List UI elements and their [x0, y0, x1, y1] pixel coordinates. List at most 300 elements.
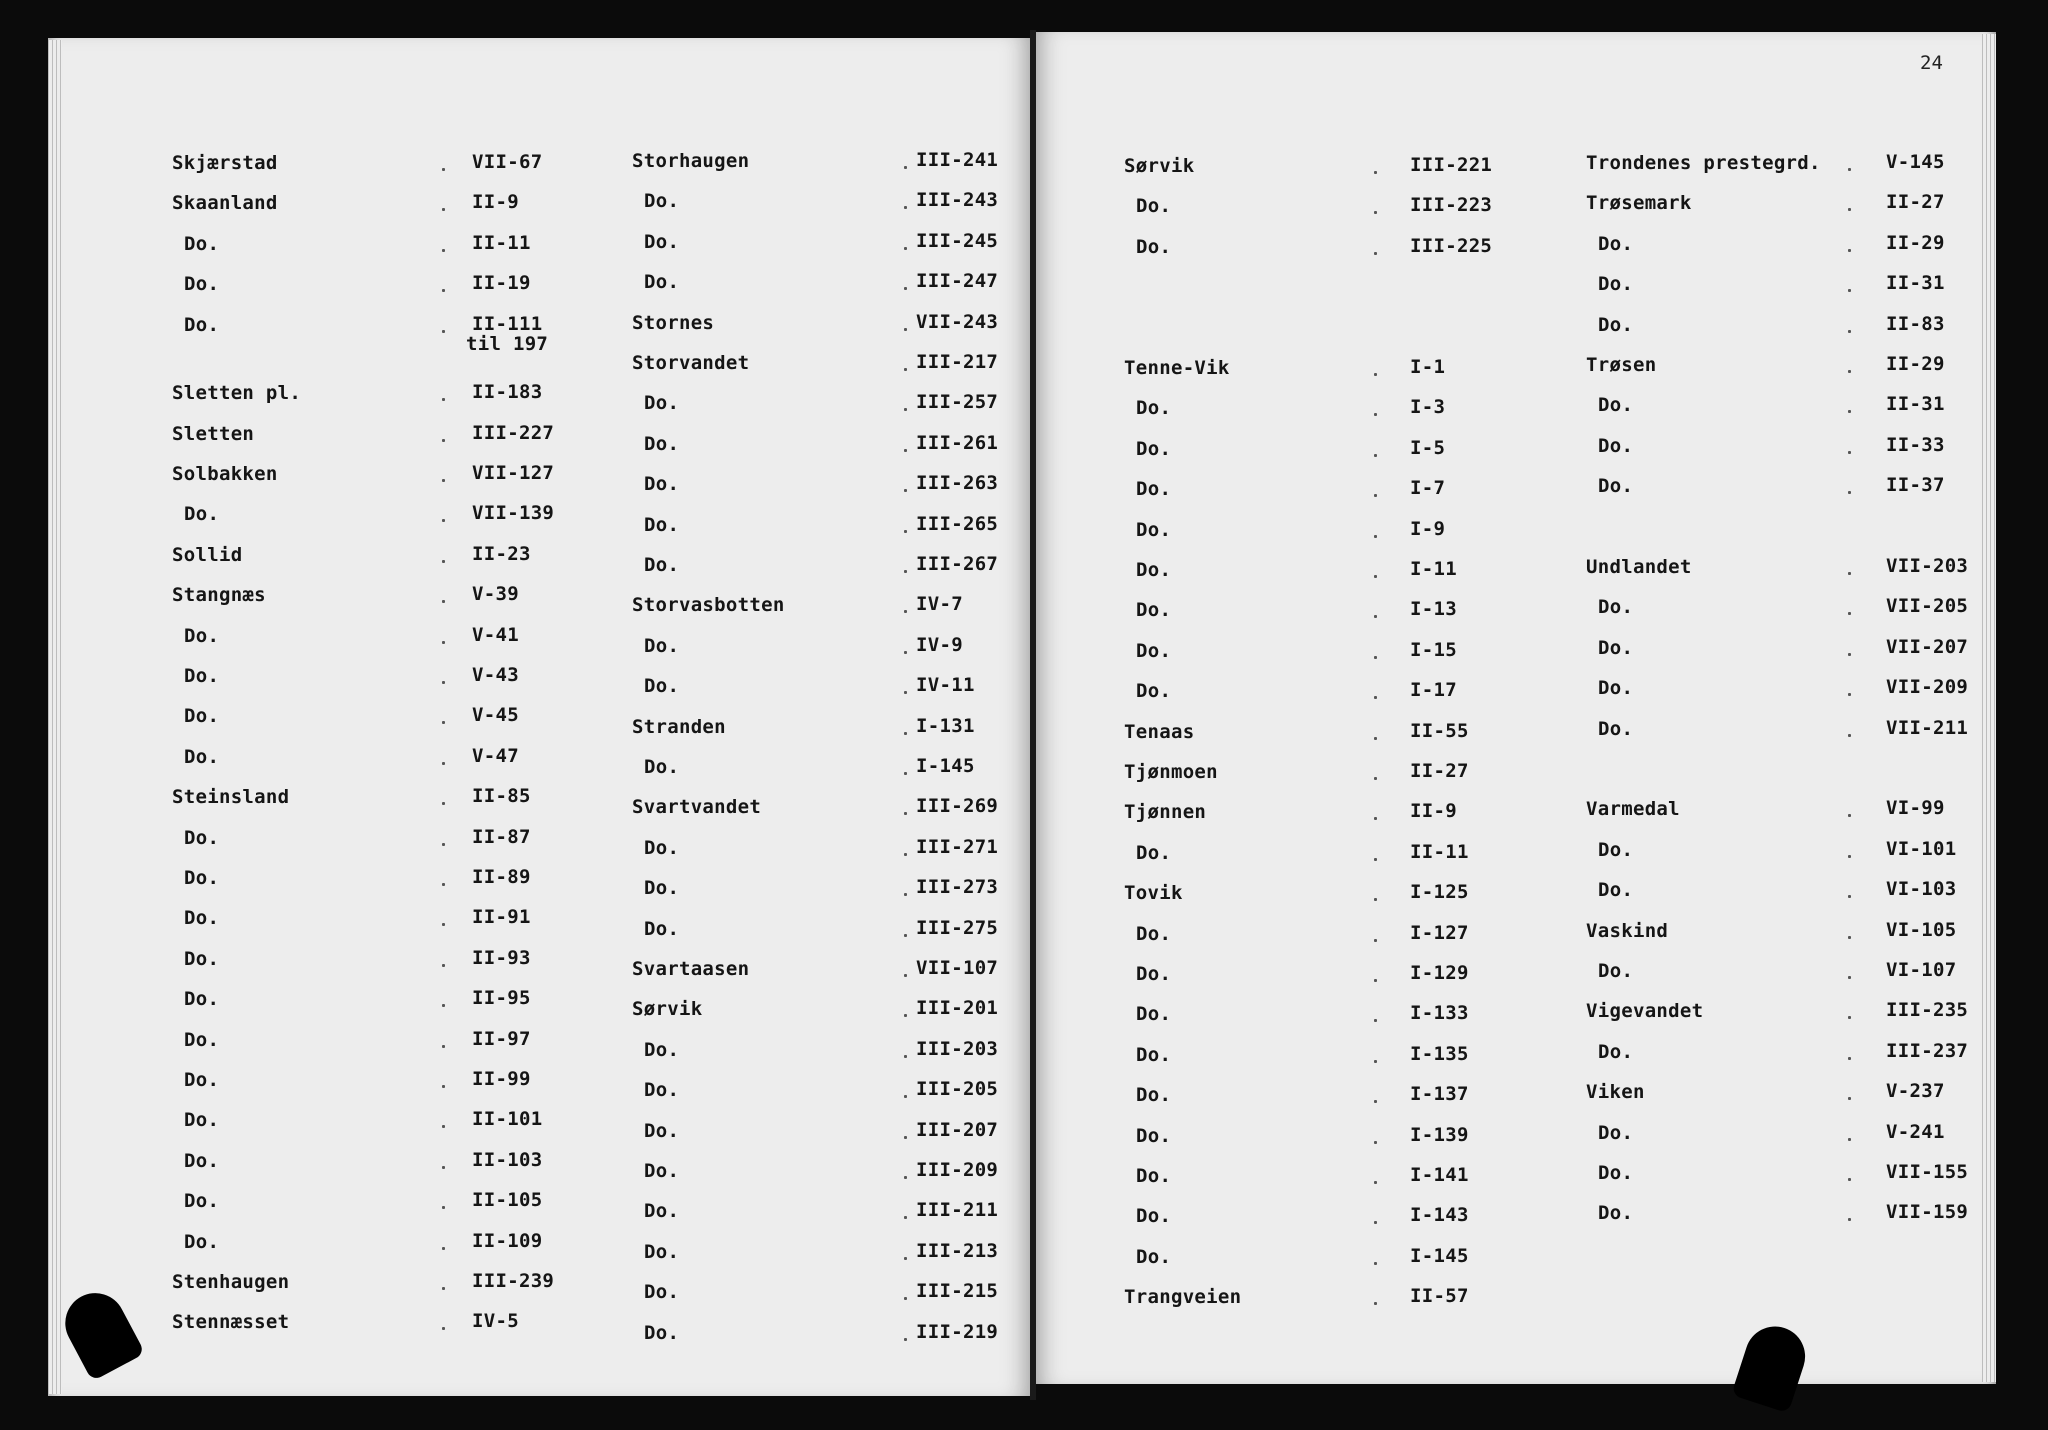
- reference-code: I-139: [1410, 1123, 1469, 1146]
- reference-code: III-269: [916, 795, 999, 818]
- entry-place-name: Do.: [644, 1321, 680, 1344]
- entry-place-name: Do.: [1598, 1040, 1634, 1063]
- reference-code: II-27: [1886, 191, 1945, 214]
- leader-dot: [904, 893, 907, 896]
- reference-code: VI-101: [1886, 837, 1957, 860]
- reference-code: I-5: [1410, 436, 1446, 459]
- entry-place-name: Tenaas: [1124, 720, 1195, 743]
- leader-dot: [442, 479, 445, 482]
- reference-code: I-1: [1410, 356, 1446, 378]
- leader-dot: [442, 1247, 445, 1250]
- reference-code: III-257: [916, 391, 999, 414]
- entry-reference: [916, 190, 998, 210]
- entry-place-name: Do.: [184, 988, 220, 1011]
- entry-place-name: Do.: [1136, 680, 1172, 703]
- leader-dot: [442, 1045, 445, 1048]
- reference-code: VII-67: [472, 151, 543, 173]
- entry-reference: [1410, 599, 1457, 619]
- leader-dot: [442, 330, 445, 333]
- entry-reference: [466, 312, 549, 355]
- entry-place-name: Do.: [1598, 717, 1634, 740]
- reference-code: III-205: [916, 1078, 999, 1101]
- entry-place-name: Do.: [184, 503, 220, 526]
- leader-dot: [1374, 1100, 1377, 1103]
- reference-code: III-275: [916, 916, 999, 939]
- reference-code: I-143: [1410, 1204, 1469, 1227]
- entry-reference: [1886, 394, 1945, 414]
- leader-dot: [1374, 373, 1377, 376]
- leader-dot: [904, 1095, 907, 1098]
- reference-code: II-9: [472, 191, 519, 214]
- reference-code: I-3: [1410, 396, 1446, 419]
- reference-code: I-7: [1410, 477, 1446, 500]
- leader-dot: [904, 1257, 907, 1260]
- entry-place-name: Skjærstad: [172, 152, 278, 174]
- reference-code: II-19: [472, 272, 531, 295]
- entry-reference: [1886, 960, 1956, 980]
- reference-code: III-235: [1886, 999, 1969, 1022]
- leader-dot: [442, 1206, 445, 1209]
- reference-code: II-31: [1886, 393, 1945, 416]
- leader-dot: [442, 249, 445, 252]
- entry-reference: [916, 514, 998, 534]
- entry-reference: [472, 1029, 531, 1049]
- left-page-edge: [48, 40, 62, 1394]
- leader-dot: [904, 691, 907, 694]
- reference-code: V-145: [1886, 151, 1945, 173]
- entry-place-name: Storvandet: [632, 352, 750, 374]
- leader-dot: [904, 974, 907, 977]
- right-page-edge: [1982, 34, 1996, 1382]
- reference-code: II-89: [472, 866, 531, 889]
- leader-dot: [904, 287, 907, 290]
- entry-reference: [1410, 1044, 1469, 1064]
- reference-code: III-219: [916, 1320, 999, 1343]
- entry-place-name: Svartvandet: [632, 796, 762, 819]
- leader-dot: [1374, 454, 1377, 457]
- reference-code: II-91: [472, 906, 531, 929]
- leader-dot: [442, 883, 445, 886]
- entry-place-name: Solbakken: [172, 463, 278, 486]
- entry-reference: [916, 837, 998, 857]
- reference-code: III-201: [916, 997, 999, 1020]
- entry-reference: [916, 1079, 998, 1099]
- reference-code: III-261: [916, 431, 999, 454]
- leader-dot: [442, 1004, 445, 1007]
- reference-code: I-15: [1410, 638, 1457, 661]
- entry-reference: [1886, 314, 1945, 334]
- leader-dot: [904, 328, 907, 331]
- reference-code: III-267: [916, 553, 999, 575]
- leader-dot: [904, 570, 907, 573]
- leader-dot: [1374, 252, 1377, 255]
- entry-place-name: Do.: [1136, 1124, 1172, 1147]
- entry-reference: [916, 352, 998, 372]
- entry-place-name: Vaskind: [1586, 919, 1669, 942]
- entry-reference: [1410, 801, 1457, 821]
- reference-code: III-271: [916, 835, 999, 858]
- entry-reference: [1886, 1122, 1945, 1142]
- leader-dot: [904, 1055, 907, 1058]
- leader-dot: [1374, 858, 1377, 861]
- entry-place-name: Svartaasen: [632, 958, 750, 980]
- reference-code: III-239: [472, 1270, 555, 1293]
- entry-place-name: Steinsland: [172, 786, 290, 809]
- reference-code: III-215: [916, 1280, 999, 1303]
- entry-place-name: Do.: [1136, 1205, 1172, 1228]
- reference-code: V-241: [1886, 1120, 1945, 1143]
- entry-reference: [472, 786, 531, 806]
- entry-place-name: Do.: [184, 826, 220, 849]
- entry-reference: [1410, 1084, 1469, 1104]
- entry-reference: [472, 1069, 531, 1089]
- leader-dot: [904, 166, 907, 169]
- reference-code: III-265: [916, 512, 999, 535]
- leader-dot: [442, 681, 445, 684]
- reference-code: II-33: [1886, 433, 1945, 456]
- entry-reference: [1886, 1202, 1968, 1222]
- entry-place-name: Do.: [1598, 475, 1634, 498]
- entry-place-name: Tovik: [1124, 882, 1183, 905]
- entry-reference: [916, 473, 998, 493]
- reference-code: II-83: [1886, 312, 1945, 335]
- entry-reference: [916, 150, 998, 170]
- leader-dot: [1848, 370, 1851, 373]
- leader-dot: [1374, 777, 1377, 780]
- reference-code: I-131: [916, 714, 975, 737]
- entry-reference: [472, 1109, 542, 1129]
- entry-reference: [1886, 233, 1945, 253]
- entry-reference: [1410, 438, 1445, 458]
- entry-place-name: Do.: [1598, 232, 1634, 255]
- leader-dot: [1848, 895, 1851, 898]
- entry-reference: [472, 827, 531, 847]
- entry-reference: [916, 554, 998, 574]
- entry-place-name: Trøsen: [1586, 354, 1657, 376]
- entry-place-name: Do.: [1598, 838, 1634, 861]
- entry-reference: [1410, 680, 1457, 700]
- entry-place-name: Do.: [184, 624, 220, 647]
- reference-code: IV-7: [916, 593, 963, 616]
- reference-code: VII-209: [1886, 676, 1969, 699]
- entry-place-name: Do.: [1136, 963, 1172, 985]
- leader-dot: [904, 853, 907, 856]
- reference-code: II-93: [472, 946, 531, 969]
- reference-code: III-225: [1410, 234, 1493, 257]
- entry-place-name: Do.: [1136, 478, 1172, 501]
- entry-reference: [472, 152, 542, 172]
- leader-dot: [904, 247, 907, 250]
- entry-place-name: Stangnæs: [172, 584, 266, 607]
- entry-place-name: Vigevandet: [1586, 1000, 1704, 1023]
- reference-code: VII-139: [472, 502, 555, 525]
- entry-place-name: Do.: [1136, 922, 1172, 945]
- leader-dot: [1848, 976, 1851, 979]
- entry-reference: [1886, 435, 1945, 455]
- reference-code: V-43: [472, 664, 519, 687]
- reference-code: IV-5: [472, 1310, 519, 1333]
- entry-place-name: Do.: [184, 1149, 220, 1172]
- leader-dot: [1848, 734, 1851, 737]
- reference-code: I-13: [1410, 598, 1457, 621]
- entry-reference: [1886, 637, 1968, 657]
- entry-reference: [1886, 1081, 1945, 1101]
- entry-place-name: Do.: [644, 877, 680, 900]
- entry-reference: [1886, 556, 1968, 576]
- entry-place-name: Do.: [184, 867, 220, 890]
- leader-dot: [1848, 653, 1851, 656]
- entry-reference: [472, 1231, 542, 1251]
- leader-dot: [1848, 330, 1851, 333]
- leader-dot: [442, 641, 445, 644]
- entry-reference: [1886, 192, 1945, 212]
- leader-dot: [442, 398, 445, 401]
- entry-reference: [1410, 357, 1445, 377]
- entry-place-name: Sletten pl.: [172, 382, 302, 405]
- entry-place-name: Do.: [1136, 397, 1172, 420]
- entry-place-name: Sletten: [172, 422, 255, 445]
- entry-reference: [1410, 236, 1492, 256]
- page-number: 24: [1920, 52, 1943, 74]
- entry-place-name: Do.: [1136, 1084, 1172, 1107]
- reference-code: I-145: [916, 755, 975, 777]
- leader-dot: [1848, 1097, 1851, 1100]
- reference-code: II-9: [1410, 800, 1457, 823]
- leader-dot: [904, 1338, 907, 1341]
- entry-reference: [1410, 1246, 1469, 1266]
- entry-reference: [1886, 354, 1945, 374]
- entry-place-name: Skaanland: [172, 192, 278, 215]
- entry-place-name: Do.: [644, 432, 680, 455]
- reference-code: I-133: [1410, 1002, 1469, 1025]
- entry-place-name: Do.: [1598, 1202, 1634, 1225]
- reference-code: III-245: [916, 229, 999, 252]
- reference-code: VI-105: [1886, 918, 1957, 941]
- entry-place-name: Do.: [644, 230, 680, 253]
- entry-reference: [472, 705, 519, 725]
- entry-reference: [472, 665, 519, 685]
- leader-dot: [442, 1085, 445, 1088]
- entry-place-name: Do.: [644, 917, 680, 940]
- entry-reference: [1886, 273, 1945, 293]
- reference-code: III-243: [916, 189, 999, 212]
- reference-code: II-55: [1410, 719, 1469, 742]
- leader-dot: [904, 449, 907, 452]
- entry-place-name: Do.: [644, 190, 680, 213]
- reference-code: II-29: [1886, 353, 1945, 375]
- reference-code: II-23: [472, 542, 531, 565]
- entry-place-name: Undlandet: [1586, 556, 1692, 578]
- entry-place-name: Do.: [1136, 1043, 1172, 1066]
- entry-reference: [1410, 882, 1469, 902]
- entry-reference: [916, 231, 998, 251]
- entry-place-name: Do.: [644, 1200, 680, 1223]
- entry-place-name: Do.: [184, 907, 220, 930]
- entry-place-name: Trøsemark: [1586, 192, 1692, 215]
- entry-place-name: Do.: [1136, 195, 1172, 218]
- entry-place-name: Do.: [644, 1281, 680, 1304]
- entry-place-name: Do.: [644, 756, 680, 778]
- entry-place-name: Do.: [1598, 596, 1634, 619]
- entry-place-name: Do.: [644, 836, 680, 859]
- leader-dot: [904, 651, 907, 654]
- reference-code: I-11: [1410, 558, 1457, 580]
- reference-code: VII-155: [1886, 1161, 1969, 1183]
- entry-place-name: Do.: [644, 1038, 680, 1061]
- reference-code: VI-99: [1886, 797, 1945, 820]
- entry-place-name: Storhaugen: [632, 150, 750, 172]
- leader-dot: [904, 1297, 907, 1300]
- entry-reference: [1410, 640, 1457, 660]
- entry-reference: [1410, 1205, 1469, 1225]
- entry-reference: [916, 756, 975, 776]
- reference-code: II-31: [1886, 272, 1945, 295]
- entry-place-name: Do.: [184, 1230, 220, 1253]
- entry-reference: [1410, 842, 1469, 862]
- reference-code: II-11: [1410, 840, 1469, 863]
- entry-reference: [916, 918, 998, 938]
- entry-place-name: Do.: [644, 1160, 680, 1182]
- entry-place-name: Do.: [1598, 1162, 1634, 1184]
- entry-reference: [1410, 721, 1469, 741]
- entry-place-name: Do.: [184, 745, 220, 768]
- entry-place-name: Do.: [184, 705, 220, 728]
- entry-reference: [916, 1322, 998, 1342]
- entry-reference: [472, 625, 519, 645]
- entry-place-name: Stenhaugen: [172, 1271, 290, 1294]
- entry-reference: [472, 1190, 542, 1210]
- entry-reference: [472, 1271, 554, 1291]
- reference-code: I-9: [1410, 517, 1446, 540]
- leader-dot: [1848, 936, 1851, 939]
- leader-dot: [442, 802, 445, 805]
- reference-code: III-209: [916, 1159, 999, 1181]
- entry-reference: [472, 584, 519, 604]
- reference-code: VI-107: [1886, 959, 1957, 981]
- leader-dot: [904, 934, 907, 937]
- reference-code: III-211: [916, 1199, 999, 1222]
- entry-place-name: Do.: [1598, 394, 1634, 417]
- entry-place-name: Do.: [1598, 313, 1634, 336]
- leader-dot: [1374, 1181, 1377, 1184]
- reference-code: II-85: [472, 785, 531, 808]
- reference-code: III-207: [916, 1118, 999, 1141]
- reference-code: III-237: [1886, 1039, 1969, 1062]
- entry-place-name: Do.: [1136, 559, 1172, 581]
- reference-code: II-29: [1886, 231, 1945, 254]
- reference-code: I-127: [1410, 921, 1469, 944]
- entry-reference: [1410, 1003, 1469, 1023]
- leader-dot: [442, 1287, 445, 1290]
- leader-dot: [904, 1136, 907, 1139]
- entry-reference: [1886, 920, 1956, 940]
- leader-dot: [1848, 451, 1851, 454]
- entry-reference: [472, 463, 554, 483]
- entry-place-name: Do.: [1136, 639, 1172, 662]
- reference-code: II-87: [472, 825, 531, 848]
- entry-place-name: Do.: [644, 1119, 680, 1142]
- entry-reference: [1410, 195, 1492, 215]
- entry-reference: [1410, 478, 1445, 498]
- leader-dot: [442, 168, 445, 171]
- entry-reference: [472, 867, 531, 887]
- entry-reference: [916, 1241, 998, 1261]
- entry-place-name: Do.: [184, 665, 220, 688]
- reference-range-end: til 197: [466, 332, 549, 355]
- entry-reference: [1886, 677, 1968, 697]
- leader-dot: [442, 964, 445, 967]
- reference-code: V-41: [472, 623, 519, 646]
- entry-reference: [1886, 152, 1945, 172]
- entry-place-name: Do.: [1136, 518, 1172, 541]
- entry-place-name: Do.: [644, 634, 680, 657]
- reference-code: III-227: [472, 421, 555, 444]
- entry-reference: [1886, 718, 1968, 738]
- leader-dot: [1374, 494, 1377, 497]
- reference-code: VII-243: [916, 310, 999, 333]
- reference-code: VII-205: [1886, 595, 1969, 618]
- leader-dot: [1374, 535, 1377, 538]
- leader-dot: [904, 732, 907, 735]
- entry-reference: [916, 392, 998, 412]
- entry-place-name: Sørvik: [632, 998, 703, 1021]
- reference-code: II-95: [472, 987, 531, 1010]
- reference-code: III-273: [916, 876, 999, 899]
- entry-reference: [916, 675, 975, 695]
- reference-code: III-223: [1410, 194, 1493, 217]
- entry-reference: [472, 423, 554, 443]
- leader-dot: [1374, 737, 1377, 740]
- entry-reference: [1886, 839, 1956, 859]
- reference-code: V-237: [1886, 1080, 1945, 1103]
- entry-place-name: Do.: [184, 1069, 220, 1092]
- entry-place-name: Do.: [1136, 599, 1172, 622]
- leader-dot: [1374, 1141, 1377, 1144]
- reference-code: III-213: [916, 1239, 999, 1262]
- entry-place-name: Do.: [1598, 677, 1634, 700]
- reference-code: V-45: [472, 704, 519, 727]
- reference-code: III-217: [916, 351, 999, 373]
- entry-place-name: Do.: [184, 273, 220, 296]
- reference-code: II-105: [472, 1189, 543, 1212]
- entry-place-name: Stornes: [632, 311, 715, 334]
- reference-code: VII-207: [1886, 635, 1969, 658]
- entry-place-name: Sollid: [172, 543, 243, 566]
- reference-code: II-111: [472, 312, 543, 335]
- entry-reference: [916, 312, 998, 332]
- entry-reference: [1886, 1000, 1968, 1020]
- entry-reference: [1410, 519, 1445, 539]
- leader-dot: [442, 600, 445, 603]
- reference-code: II-103: [472, 1148, 543, 1171]
- entry-place-name: Tenne-Vik: [1124, 357, 1230, 379]
- reference-code: III-263: [916, 472, 999, 495]
- leader-dot: [442, 1166, 445, 1169]
- reference-code: I-137: [1410, 1083, 1469, 1106]
- entry-reference: [916, 271, 998, 291]
- entry-reference: [916, 635, 963, 655]
- leader-dot: [904, 530, 907, 533]
- entry-place-name: Do.: [1136, 235, 1172, 258]
- entry-place-name: Do.: [1136, 1245, 1172, 1268]
- entry-place-name: Viken: [1586, 1081, 1645, 1104]
- entry-reference: [1410, 761, 1469, 781]
- entry-reference: [472, 907, 531, 927]
- entry-place-name: Do.: [644, 513, 680, 536]
- entry-place-name: Do.: [184, 313, 220, 336]
- entry-reference: [1886, 1041, 1968, 1061]
- leader-dot: [1848, 168, 1851, 171]
